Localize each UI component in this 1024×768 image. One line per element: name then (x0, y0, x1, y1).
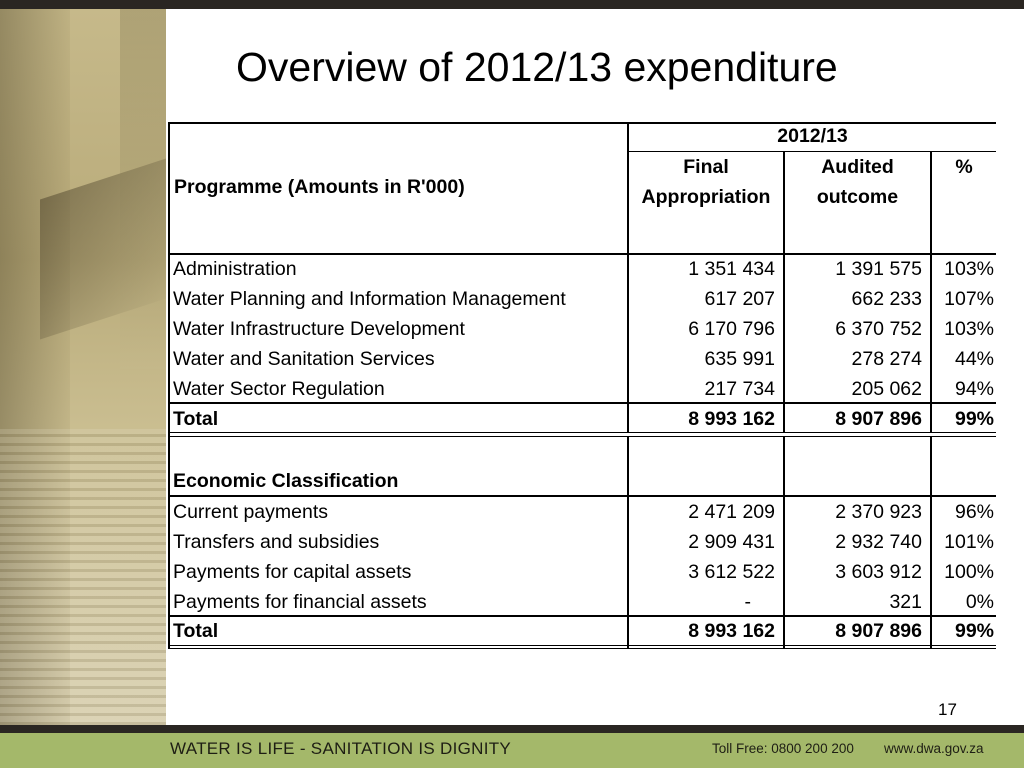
programme-pct: 44% (954, 348, 994, 370)
top-bar (0, 0, 1024, 9)
website-link: www.dwa.gov.za (884, 741, 984, 756)
programme-pct: 94% (954, 378, 994, 400)
economic-audited: 2 932 740 (835, 531, 922, 553)
economic-total-pct: 99% (954, 620, 994, 642)
programme-pct: 103% (944, 258, 994, 280)
programme-name: Water and Sanitation Services (173, 348, 435, 370)
header-audited-line2: outcome (816, 186, 899, 208)
header-programme: Programme (Amounts in R'000) (174, 176, 465, 198)
economic-final: 2 909 431 (688, 531, 775, 553)
programme-final: 617 207 (704, 288, 775, 310)
economic-final: 3 612 522 (688, 561, 775, 583)
programme-audited: 1 391 575 (835, 258, 922, 280)
programme-audited: 662 233 (851, 288, 922, 310)
programme-pct: 107% (944, 288, 994, 310)
programme-name: Water Sector Regulation (173, 378, 385, 400)
expenditure-table (168, 122, 996, 650)
programme-pct: 103% (944, 318, 994, 340)
programme-audited: 278 274 (851, 348, 922, 370)
economic-pct: 101% (944, 531, 994, 553)
header-percent: % (955, 156, 973, 178)
header-final-line1: Final (683, 156, 729, 178)
slide-title: Overview of 2012/13 expenditure (236, 44, 838, 90)
economic-name: Payments for capital assets (173, 561, 412, 583)
header-audited-line1: Audited (821, 156, 894, 178)
economic-final: - (744, 591, 751, 613)
programme-total-audited: 8 907 896 (835, 408, 922, 430)
economic-pct: 100% (944, 561, 994, 583)
programme-total-final: 8 993 162 (688, 408, 775, 430)
programme-audited: 205 062 (851, 378, 922, 400)
economic-name: Current payments (173, 501, 328, 523)
programme-audited: 6 370 752 (835, 318, 922, 340)
economic-audited: 3 603 912 (835, 561, 922, 583)
programme-final: 1 351 434 (688, 258, 775, 280)
economic-name: Payments for financial assets (173, 591, 427, 613)
header-final-line2: Appropriation (641, 186, 771, 208)
toll-free-number: Toll Free: 0800 200 200 (712, 741, 854, 756)
programme-total-label: Total (173, 408, 219, 430)
economic-audited: 321 (889, 591, 922, 613)
programme-name: Water Planning and Information Management (173, 288, 566, 310)
programme-name: Administration (173, 258, 297, 280)
economic-total-final: 8 993 162 (688, 620, 775, 642)
economic-pct: 0% (965, 591, 994, 613)
footer-divider (0, 725, 1024, 733)
footer-bar (0, 733, 1024, 768)
footer-slogan: WATER IS LIFE - SANITATION IS DIGNITY (170, 739, 512, 758)
economic-audited: 2 370 923 (835, 501, 922, 523)
economic-total-label: Total (173, 620, 219, 642)
header-year: 2012/13 (777, 125, 848, 147)
economic-total-audited: 8 907 896 (835, 620, 922, 642)
programme-total-pct: 99% (954, 408, 994, 430)
programme-final: 217 734 (704, 378, 775, 400)
side-photo (0, 9, 166, 725)
programme-final: 6 170 796 (688, 318, 775, 340)
economic-final: 2 471 209 (688, 501, 775, 523)
programme-name: Water Infrastructure Development (173, 318, 465, 340)
programme-final: 635 991 (704, 348, 775, 370)
page-number: 17 (938, 700, 957, 719)
economic-name: Transfers and subsidies (173, 531, 380, 553)
economic-pct: 96% (954, 501, 994, 523)
economic-classification-header: Economic Classification (173, 470, 399, 492)
